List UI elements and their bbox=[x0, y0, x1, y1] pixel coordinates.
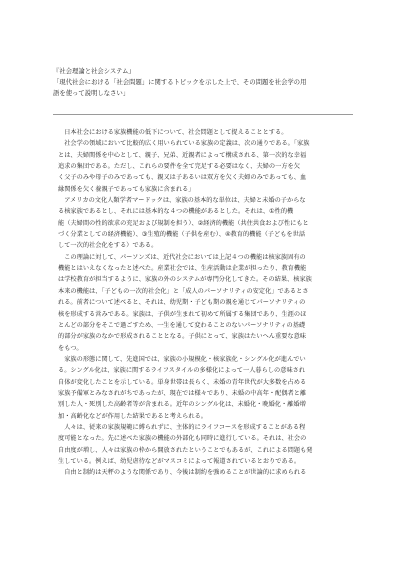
assignment-prompt-line-1: 「現代社会における「社会問題」に関するトピックを示した上で、その問題を社会学の用 bbox=[53, 79, 307, 86]
body-line: この理論に対して、パーソンズは、近代社会においては上記４つの機能は核家族固有の bbox=[58, 253, 306, 261]
header-divider bbox=[53, 114, 353, 115]
body-line: 追求の集団である。ただし、これらの要件を全て完足する必要はなく、夫婦の一方を欠 bbox=[58, 163, 300, 171]
body-line: 家族の形態に関して、先進国では、家族の小規模化・核家族化・シングル化が進んでい bbox=[58, 355, 306, 363]
body-line: 家族予備軍とみなされがちであったが、現在では様々であり、未婚の中高年・配偶者と離 bbox=[58, 389, 307, 397]
body-line: 機能とはいえなくなったと述べた。産業社会では、生産活動は企業が担ったり、教育機能 bbox=[58, 265, 307, 273]
body-line: アメリカの文化人類学者マードックは、家族の基本的な単位は、夫婦と未婚の子からな bbox=[58, 197, 306, 205]
body-line: をもつ。 bbox=[58, 344, 83, 352]
body-line: 日本社会における家族機能の低下について、社会問題として捉えることとする。 bbox=[58, 129, 288, 136]
body-line: 度可能となった。先に述べた家族の機能の外部化も同時に進行している。それは、社会の bbox=[58, 435, 307, 443]
body-line: 本来の機能は、「子どもの一次的社会化」と「成人のパーソナリティの安定化」であるとさ bbox=[58, 287, 309, 295]
body-line: 人々は、従来の家族規範に縛られずに、主体的にライフコースを形成することがある程 bbox=[58, 423, 306, 431]
body-line: とは、夫婦関係を中心として、親子、兄弟、近親者によって構成される、第一次的な幸福 bbox=[58, 151, 307, 159]
body-line: 能（夫婦間の性的欲求の充足および規制を担う）、②経済的機能（共住共食および性にもと bbox=[58, 219, 309, 227]
body-line: 別した人・死別した高齢者等が含まれる。近年のシングル化は、未婚化・晩婚化・離婚増 bbox=[58, 401, 306, 409]
body-line: は学校教育が担当するように、家族の外のシステムが専門分化してきた。その結果、核家族 bbox=[58, 276, 312, 284]
body-line: 的部分が家族のなかで形成されることとなる。子供にとって、家族はたいへん重要な意味 bbox=[58, 333, 307, 341]
body-line: く父子のみや母子のみであっても、親又は子あるいは双方を欠く夫婦のみであっても、血 bbox=[58, 174, 307, 182]
body-line: して一次的社会化をする）である。 bbox=[58, 242, 158, 250]
body-line: 加・高齢化などが作用した結果であると考えられる。 bbox=[58, 412, 207, 420]
assignment-header bbox=[53, 66, 363, 99]
assignment-prompt-line-2: 語を使って説明しなさい」 bbox=[53, 90, 130, 97]
body-line: 自由と制約は天秤のような関係であり、今後は制約を強めることが世論的に求められる bbox=[58, 469, 307, 477]
body-line: とんどの部分をそこで過ごすため、一生を通して変わることのないパーソナリティの基礎 bbox=[58, 321, 306, 329]
body-line: 縁関係を欠く養親子であっても家族に含まれる」 bbox=[58, 185, 195, 193]
body-line: 核を形成する営みである。家族は、子供が生まれて初めて所属する集団であり、生涯のほ bbox=[58, 310, 307, 318]
course-title: 『社会理論と社会システム』 bbox=[53, 68, 135, 75]
body-line: 社会学の領域において比較的広く用いられている家族の定義は、次の通りである。「家族 bbox=[58, 140, 310, 148]
essay-body bbox=[58, 127, 358, 479]
body-line: る核家族であるとし、それには基本的な４つの機能があるとした。それは、①性的機 bbox=[58, 208, 294, 216]
body-line: 自由度が増し、人々は家族の枠から開放されたということでもあるが、これによる問題も発 bbox=[58, 446, 313, 454]
body-line: 自体が変化したことを示している。単身世帯は長らく、未婚の青年世代が大多数を占める bbox=[58, 378, 307, 386]
body-line: れる。前者について述べると、それは、幼児期・子ども期の親を通じてパーソナリティの bbox=[58, 299, 306, 307]
body-line: る。シングル化は、家族に関するライフスタイルの多様化によって一人暮らしの意味され bbox=[58, 367, 306, 375]
body-line: 生している。例えば、幼児虐待などがマスコミによって報道されているとおりである。 bbox=[58, 457, 301, 465]
body-line: づく分業としての経済機能）、③生殖的機能（子供を産む）、④教育的機能（子どもを世話 bbox=[58, 231, 306, 239]
